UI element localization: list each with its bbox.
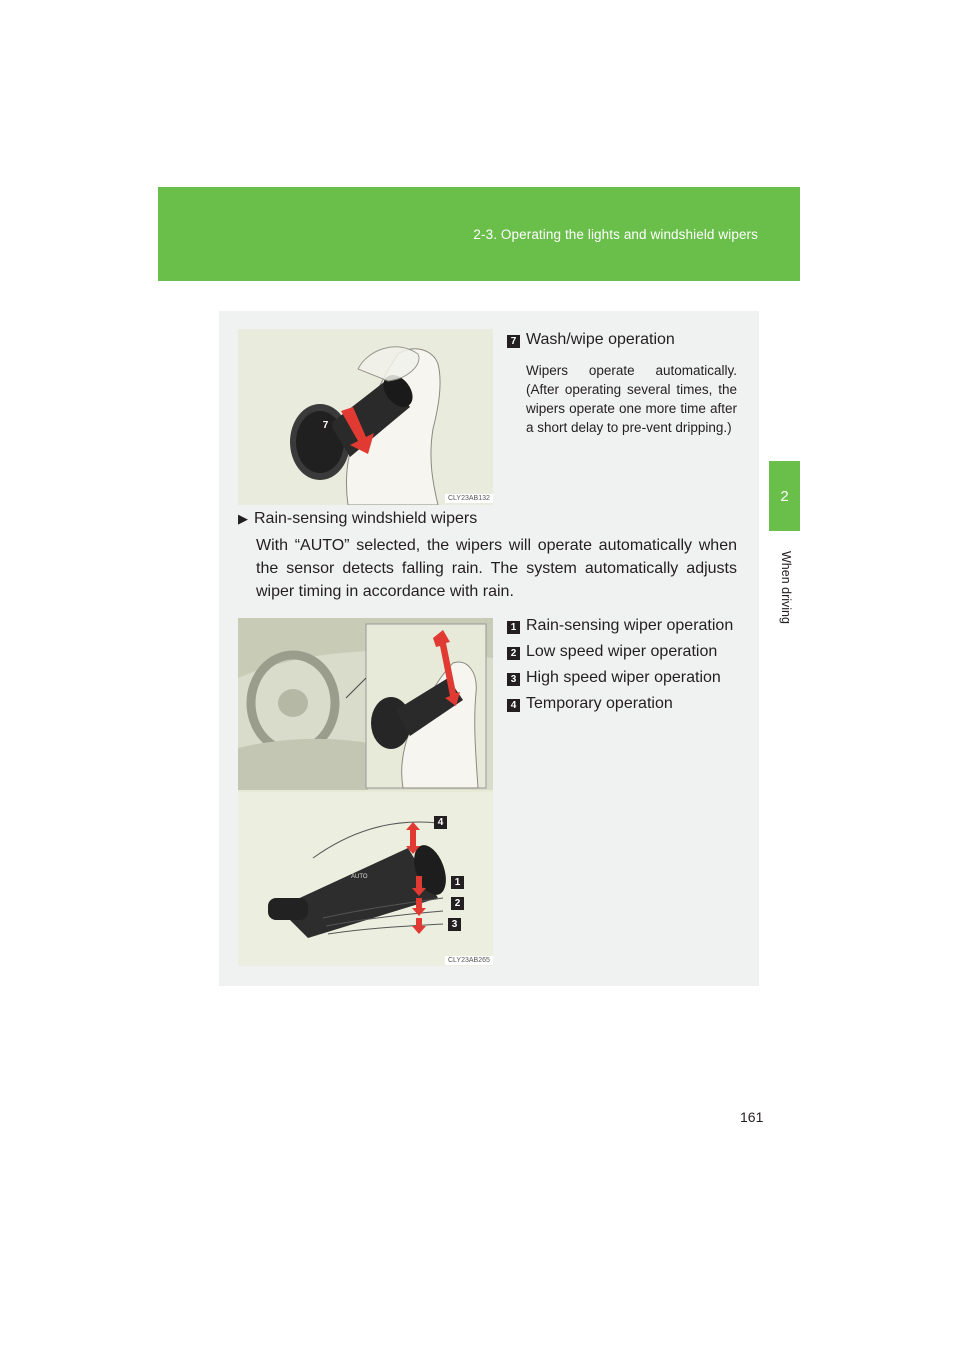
- item-temporary: Temporary operation: [526, 695, 673, 712]
- item-low-speed: Low speed wiper operation: [526, 643, 718, 660]
- item-high-speed: High speed wiper operation: [526, 669, 721, 686]
- wash-wipe-title: Wash/wipe operation: [526, 331, 675, 348]
- figure-badge-3: 3: [448, 918, 461, 931]
- section-header-band: [158, 187, 800, 281]
- list-badge-4: 4: [507, 699, 520, 712]
- list-badge-7: 7: [507, 335, 520, 348]
- rain-sensing-body: With “AUTO” selected, the wipers will operate automatically when the sensor detects falling rain. The system automatically adjusts wiper timing in accordance with rain.: [256, 537, 737, 600]
- list-badge-2: 2: [507, 647, 520, 660]
- chapter-number: 2: [780, 487, 789, 505]
- bullet-arrow-icon: ▶: [238, 511, 248, 526]
- figure-badge-2: 2: [451, 897, 464, 910]
- wash-wipe-drawing: [238, 329, 493, 505]
- chapter-tab: [769, 461, 800, 531]
- section-title: 2-3. Operating the lights and windshield wipers: [473, 227, 758, 242]
- lever-auto-text: AUTO: [351, 874, 368, 880]
- wash-wipe-description: Wipers operate automatically. (After operating several times, the wipers operate one more time after a short delay to pre-vent dripping.): [526, 363, 737, 435]
- figure-code: CLY23AB132: [445, 494, 493, 503]
- wash-wipe-illustration: [238, 329, 493, 505]
- figure-badge-7: 7: [319, 419, 332, 432]
- rain-sensing-heading: [238, 510, 477, 528]
- list-badge-3: 3: [507, 673, 520, 686]
- figure-badge-4: 4: [434, 816, 447, 829]
- rain-sensing-drawing: [238, 618, 493, 966]
- list-badge-1: 1: [507, 621, 520, 634]
- item-rain-sensing: Rain-sensing wiper operation: [526, 617, 734, 634]
- figure-badge-1: 1: [451, 876, 464, 889]
- chapter-label: When driving: [779, 551, 793, 624]
- page-number: 161: [740, 1109, 764, 1125]
- rain-sensing-heading-text: Rain-sensing windshield wipers: [254, 510, 478, 527]
- rain-sensing-illustration: [238, 618, 493, 966]
- figure-code: CLY23AB265: [445, 956, 493, 965]
